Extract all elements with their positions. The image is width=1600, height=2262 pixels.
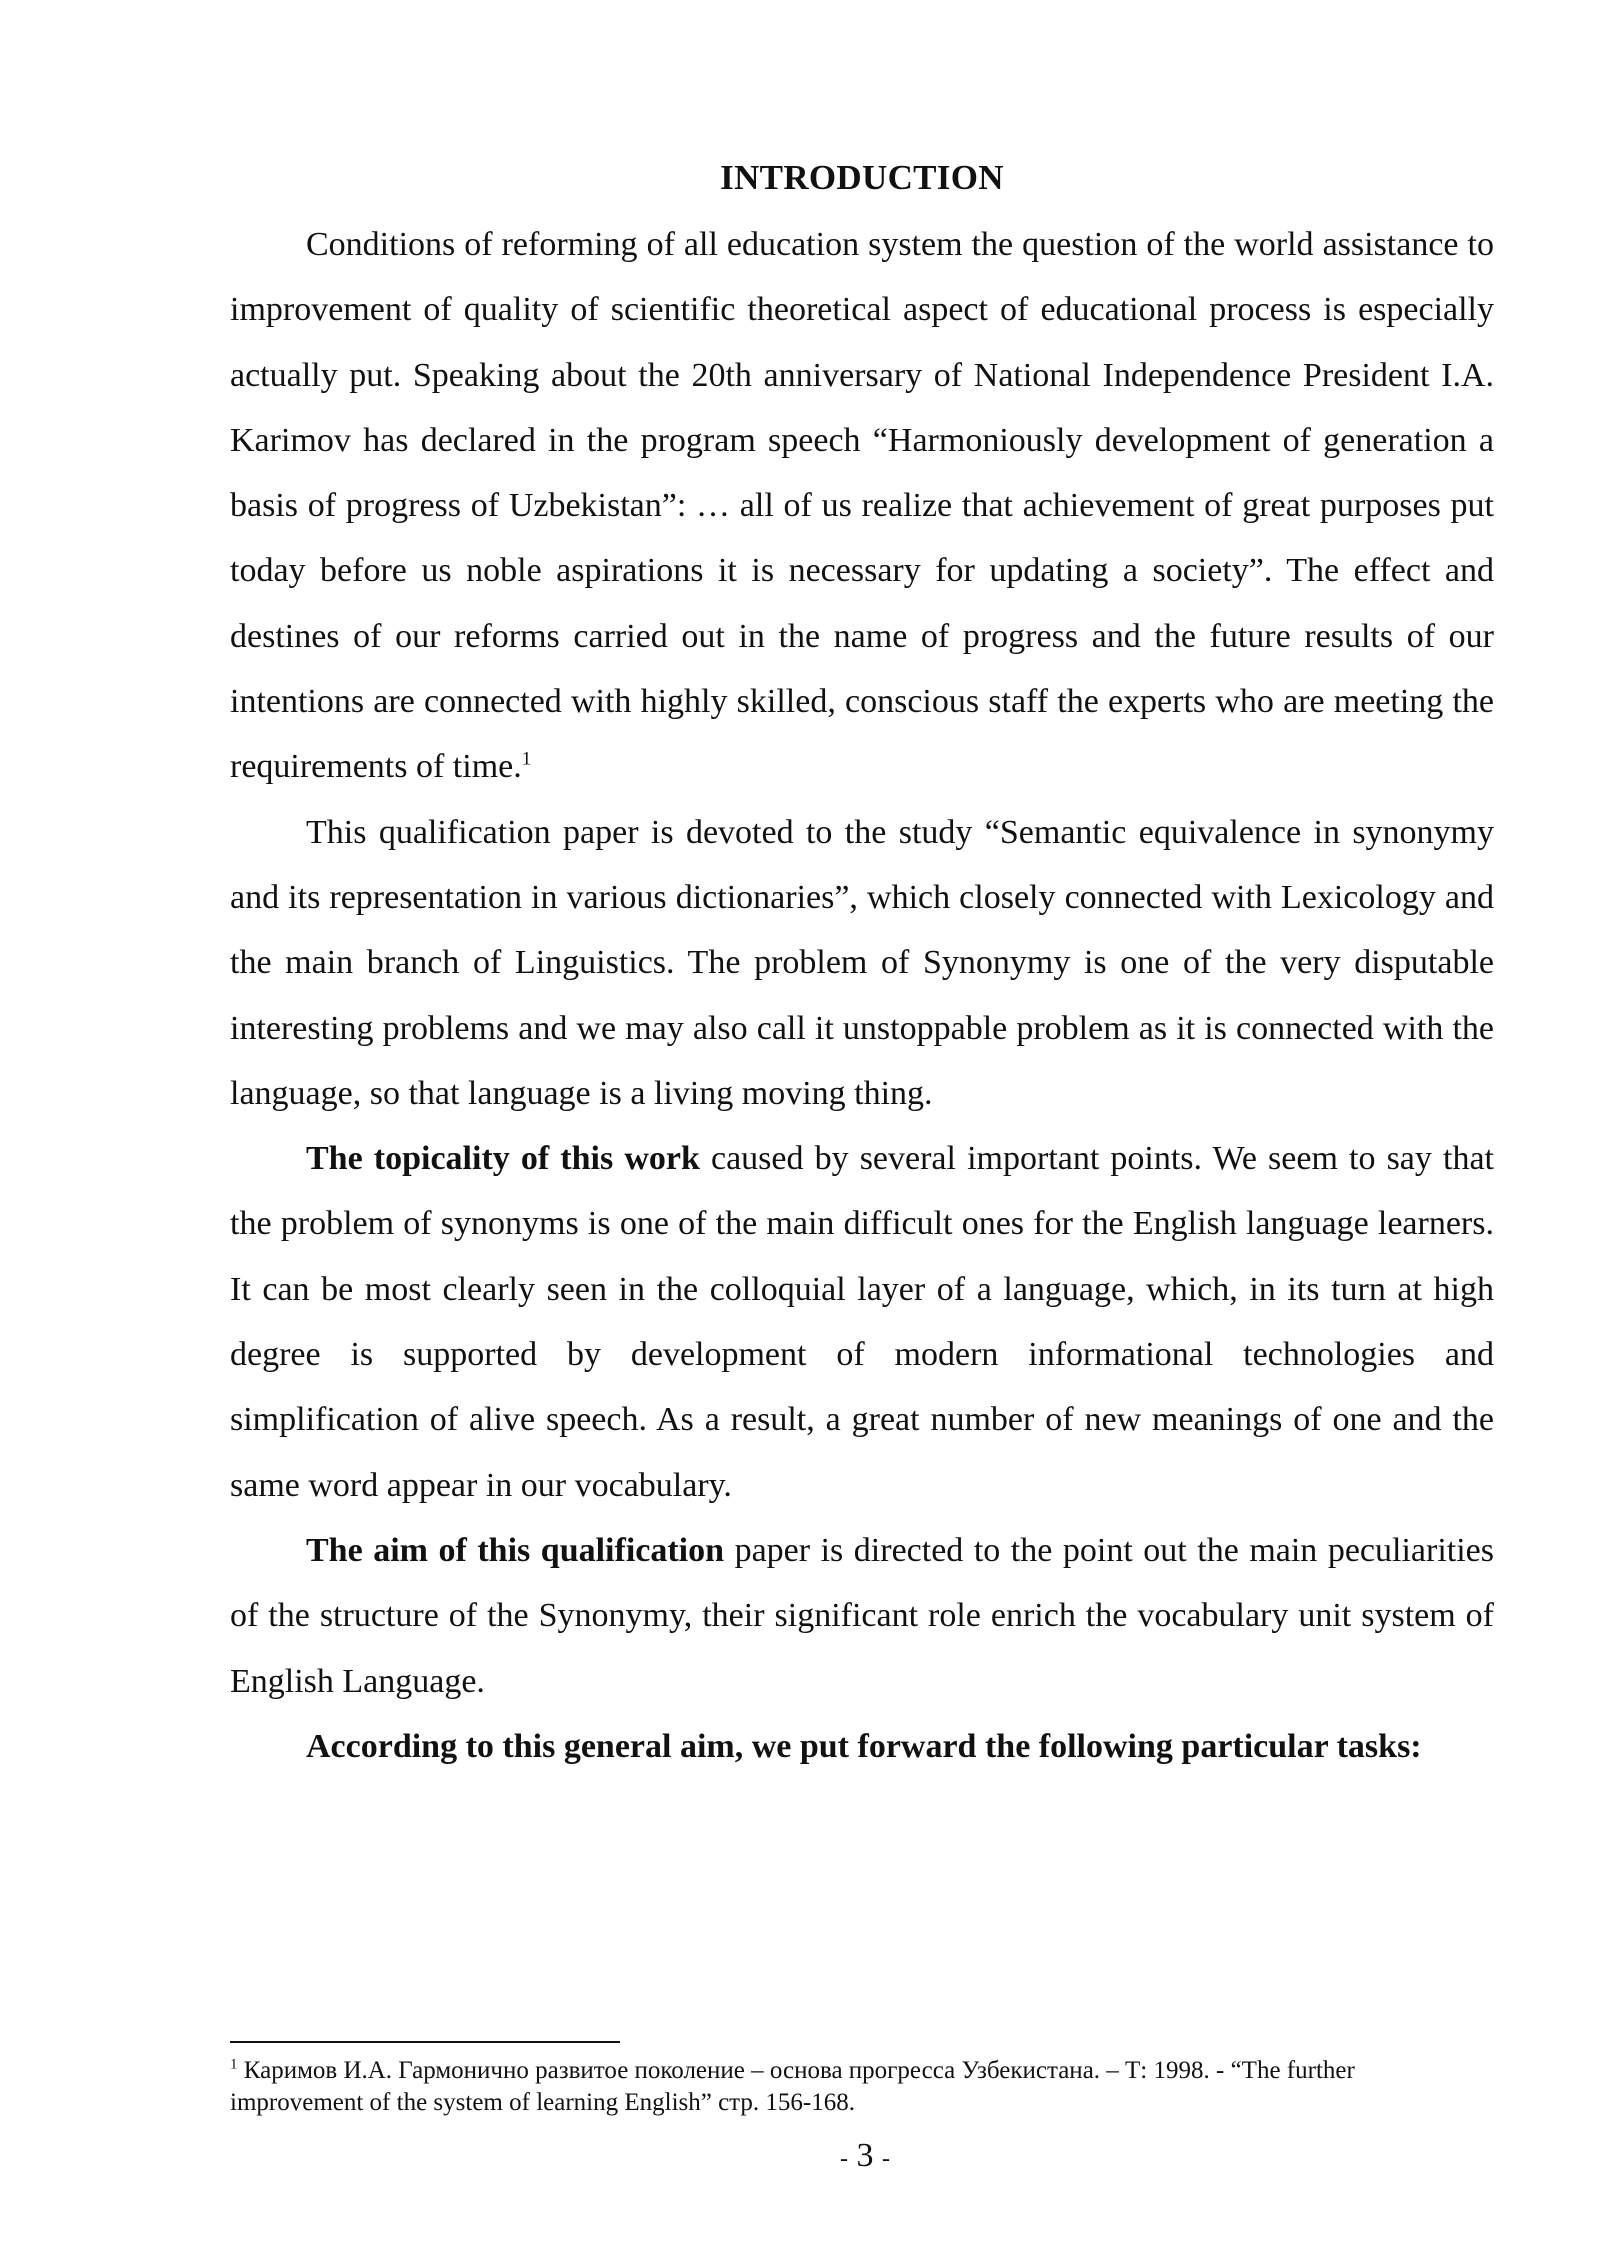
aim-lead: The aim of this qualification (306, 1531, 725, 1569)
paragraph-topicality-text: caused by several important points. We seem to say that the problem of synonyms is one of the main difficult ones for the English language learners. It can be most clearly seen in the colloquial layer of a language, which, in its turn at high degree is supported by development of modern informational technologies and simplification of alive speech. As a result, a great number of new meanings of one and the same word appear in our vocabulary. (230, 1140, 1494, 1504)
topicality-lead: The topicality of this work (306, 1140, 700, 1178)
page-number-suffix: - (882, 2146, 890, 2172)
paragraph-aim-text: paper is directed to the point out the main peculiarities of the structure of the Synonymy, their significant role enrich the vocabulary unit system of English Language. (230, 1531, 1494, 1700)
paragraph-tasks (230, 1714, 1494, 1779)
page-number-prefix: - (840, 2146, 848, 2172)
page-number (0, 2136, 1600, 2179)
footnote (230, 2055, 1494, 2119)
paragraph-qualification-paper-text: This qualification paper is devoted to the study “Semantic equivalence in synonymy and its representation in various dictionaries”, which closely connected with Lexicology and the main branch of Linguistics. The problem of Synonymy is one of the very disputable interesting problems and we may also call it unstoppable problem as it is connected with the language, so that language is a living moving thing. (230, 813, 1494, 1112)
page-number-value: 3 (856, 2137, 874, 2174)
paragraph-topicality (230, 1126, 1494, 1518)
section-heading: INTRODUCTION (720, 158, 1004, 197)
paragraph-qualification-paper (230, 800, 1494, 1126)
footnote-text: Каримов И.А. Гармонично развитое поколение – основа прогресса Узбекистана. – Т: 1998. - “The further improvement of the system of learning English” стр. 156-168. (230, 2057, 1355, 2116)
paragraph-conditions (230, 212, 1494, 800)
document-body (230, 148, 1494, 1779)
footnote-reference[interactable]: 1 (521, 749, 532, 771)
footnote-mark: 1 (230, 2056, 238, 2073)
paragraph-aim (230, 1518, 1494, 1714)
footnote-separator (230, 2041, 620, 2043)
paragraph-conditions-text: Conditions of reforming of all education system the question of the world assistance to improvement of quality of scientific theoretical aspect of educational process is especially actually put. Speaking about the 20th anniversary of National Independence President I.A. Karimov has declared in the program speech “Harmoniously development of generation a basis of progress of Uzbekistan”: … all of us realize that achievement of great purposes put today before us noble aspirations it is necessary for updating a society”. The effect and destines of our reforms carried out in the name of progress and the future results of our intentions are connected with highly skilled, conscious staff the experts who are meeting the requirements of time. (230, 226, 1494, 786)
tasks-lead: According to this general aim, we put forward the following particular tasks: (306, 1727, 1422, 1765)
